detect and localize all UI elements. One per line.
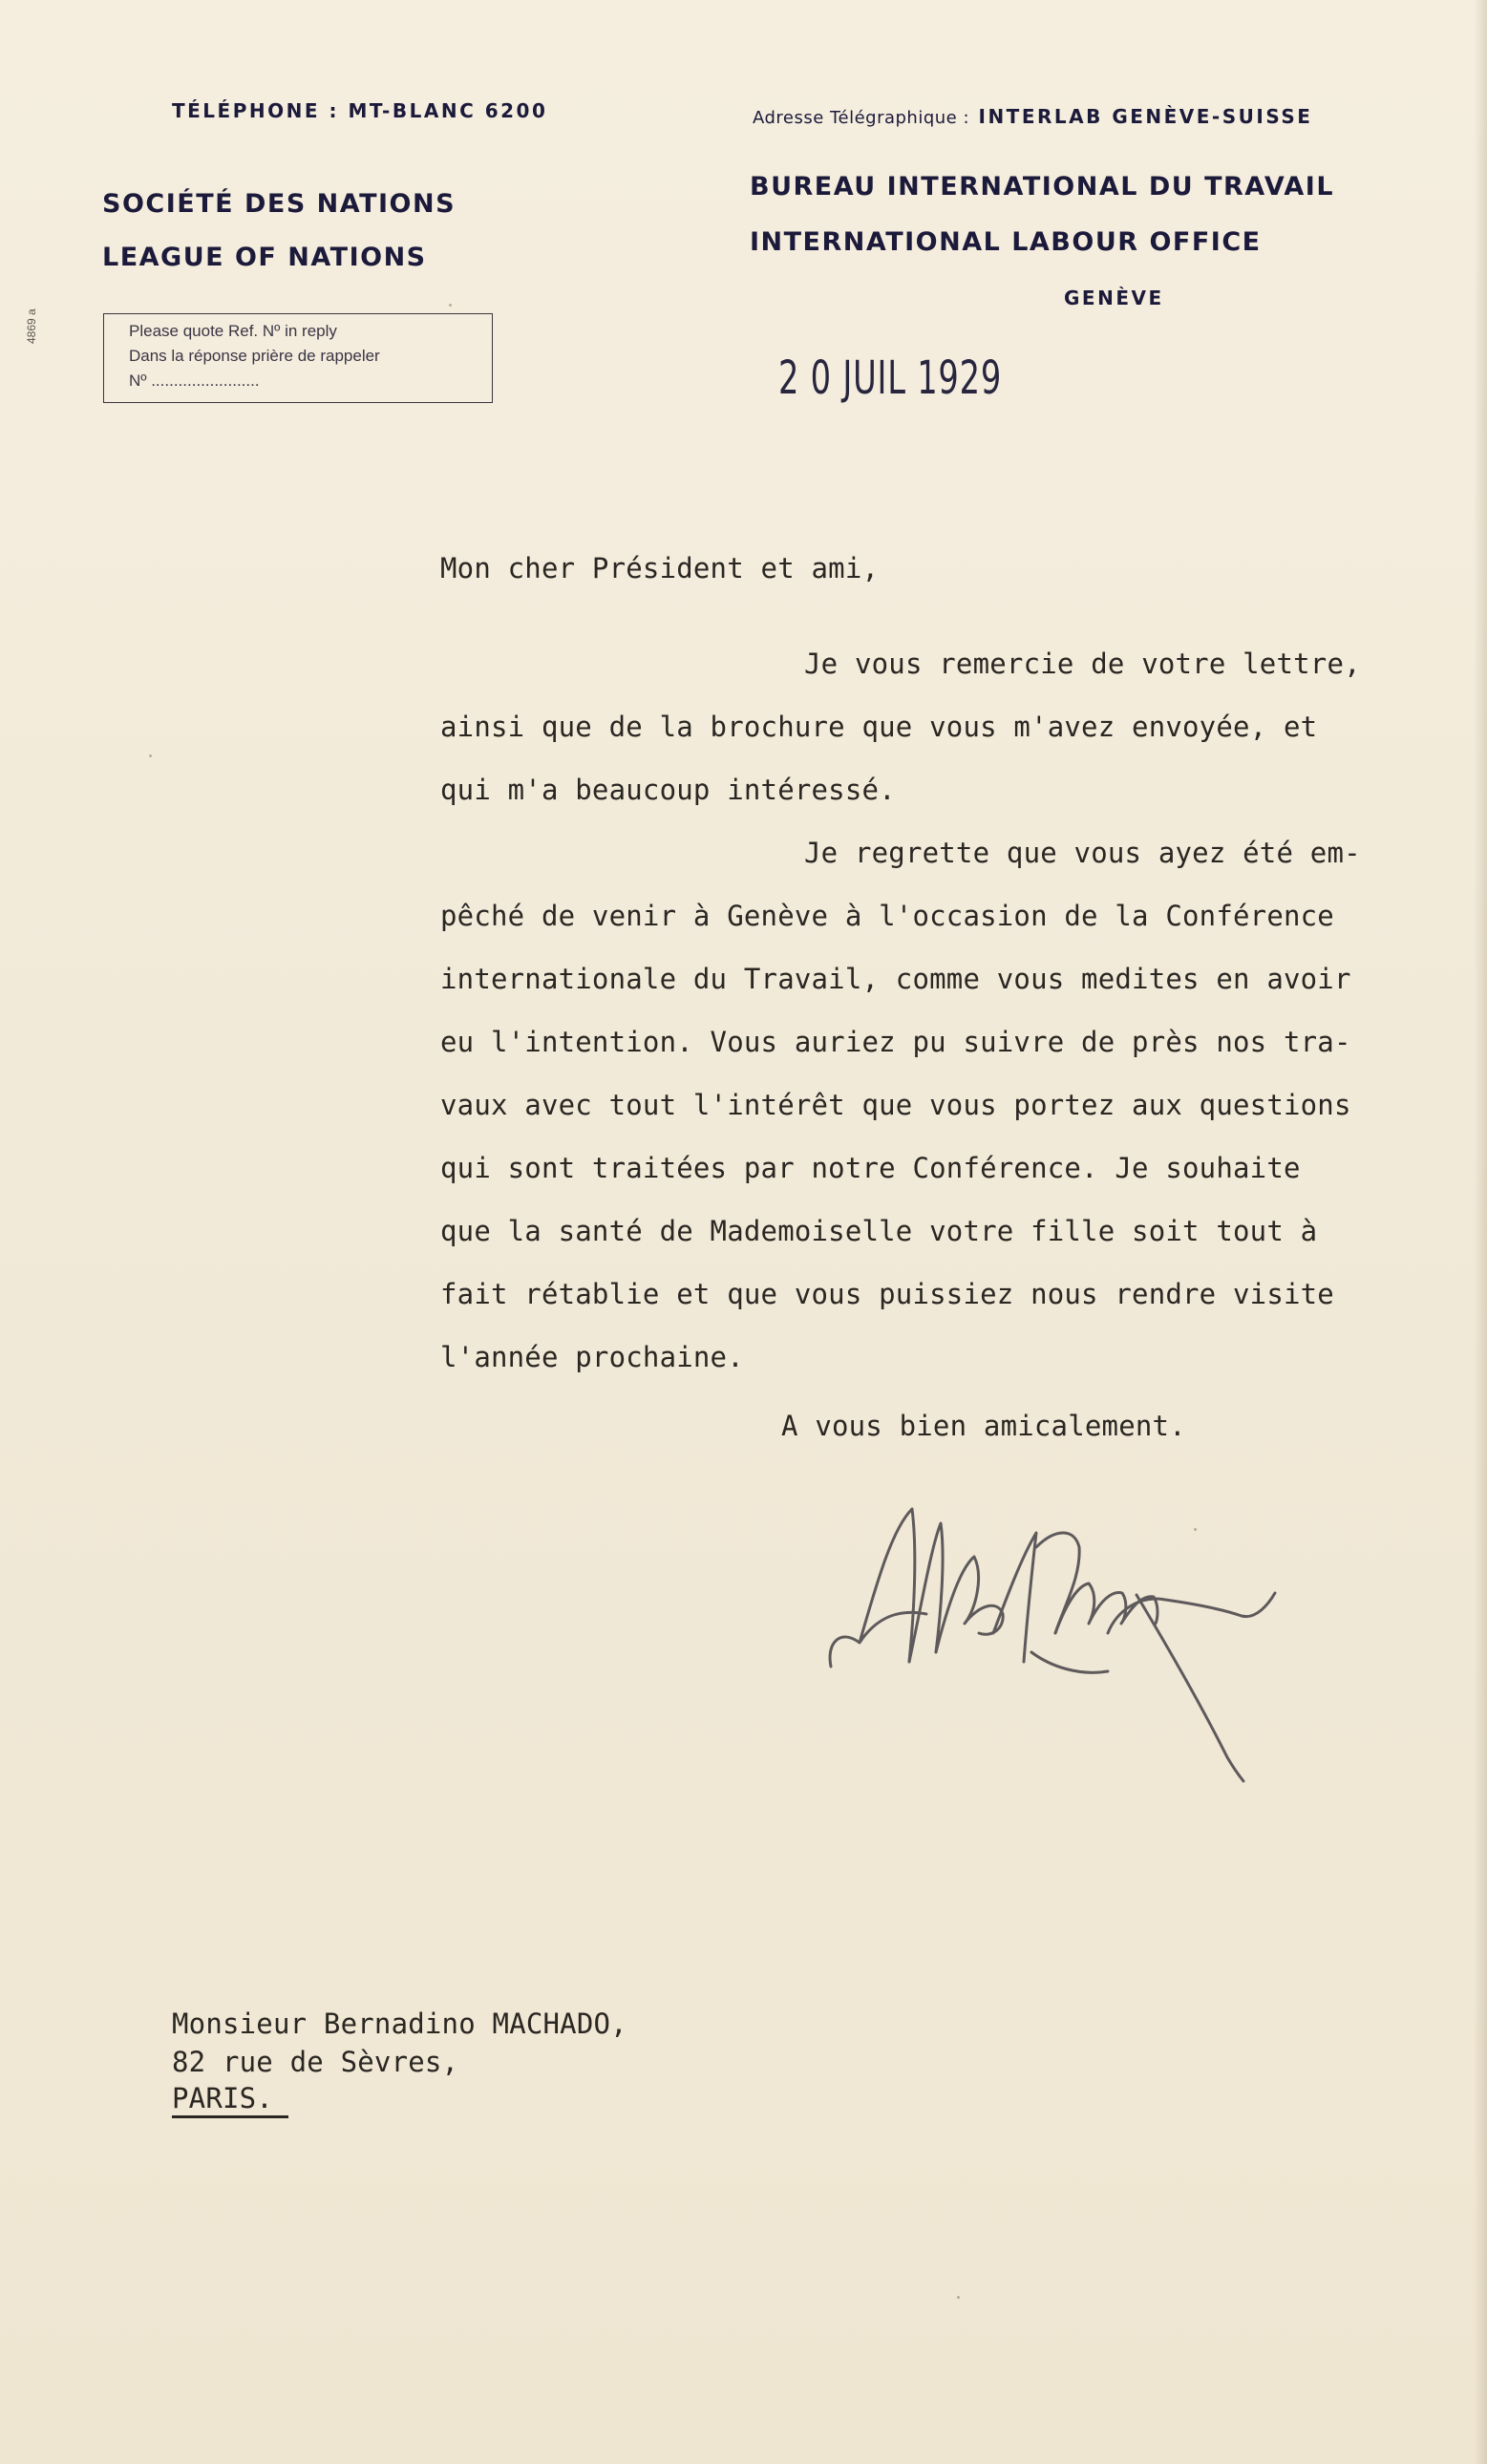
paper-speck (449, 304, 452, 307)
letter-line-9: qui sont traitées par notre Conférence. Je souhaite (440, 1152, 1301, 1184)
org-name-fr: SOCIÉTÉ DES NATIONS (102, 189, 457, 219)
telephone-line (172, 99, 547, 122)
letter-line-2: ainsi que de la brochure que vous m'avez envoyée, et (440, 711, 1318, 743)
reference-line-en: Please quote Ref. Nº in reply (129, 322, 337, 340)
reference-number-line: Nº ........................ (129, 372, 260, 390)
closing: A vous bien amicalement. (781, 1410, 1186, 1442)
side-reference-mark: 4869 a (25, 308, 38, 344)
city-name: GENÈVE (1064, 287, 1164, 309)
letter-line-6: internationale du Travail, comme vous medites en avoir (440, 963, 1351, 995)
telegraph-label: Adresse Télégraphique : (753, 108, 970, 128)
bureau-name-en: INTERNATIONAL LABOUR OFFICE (750, 227, 1262, 257)
letter-line-12: l'année prochaine. (440, 1341, 744, 1373)
paper-speck (149, 754, 152, 757)
telegraph-line (753, 105, 1312, 128)
letter-line-3: qui m'a beaucoup intéressé. (440, 774, 896, 806)
recipient-city-underline (172, 2115, 288, 2118)
recipient-street: 82 rue de Sèvres, (172, 2046, 459, 2078)
telephone-label: TÉLÉPHONE : (172, 99, 339, 122)
bureau-name-fr: BUREAU INTERNATIONAL DU TRAVAIL (750, 172, 1335, 202)
letter-line-5: pêché de venir à Genève à l'occasion de la Conférence (440, 900, 1334, 932)
recipient-city: PARIS. (172, 2082, 273, 2114)
letter-line-1: Je vous remercie de votre lettre, (804, 648, 1361, 680)
paper-speck (1194, 1528, 1197, 1531)
telegraph-value: INTERLAB GENÈVE-SUISSE (978, 105, 1313, 128)
letter-line-11: fait rétablie et que vous puissiez nous rendre visite (440, 1278, 1334, 1310)
org-name-en: LEAGUE OF NATIONS (102, 243, 427, 272)
paper-speck (957, 2296, 960, 2299)
page-edge-shadow (1474, 0, 1487, 2464)
letter-line-10: que la santé de Mademoiselle votre fille soit tout à (440, 1215, 1318, 1247)
telephone-value: MT-BLANC 6200 (348, 99, 548, 122)
letter-line-7: eu l'intention. Vous auriez pu suivre de près nos tra- (440, 1026, 1351, 1058)
letter-line-4: Je regrette que vous ayez été em- (804, 837, 1361, 869)
salutation: Mon cher Président et ami, (440, 552, 880, 584)
reference-line-fr: Dans la réponse prière de rappeler (129, 347, 380, 365)
date-stamp: 2 0 JUIL 1929 (778, 351, 1003, 405)
letter-line-8: vaux avec tout l'intérêt que vous portez aux questions (440, 1089, 1351, 1121)
reference-box (103, 313, 493, 403)
handwritten-signature (821, 1490, 1280, 1815)
recipient-name: Monsieur Bernadino MACHADO, (172, 2007, 627, 2040)
